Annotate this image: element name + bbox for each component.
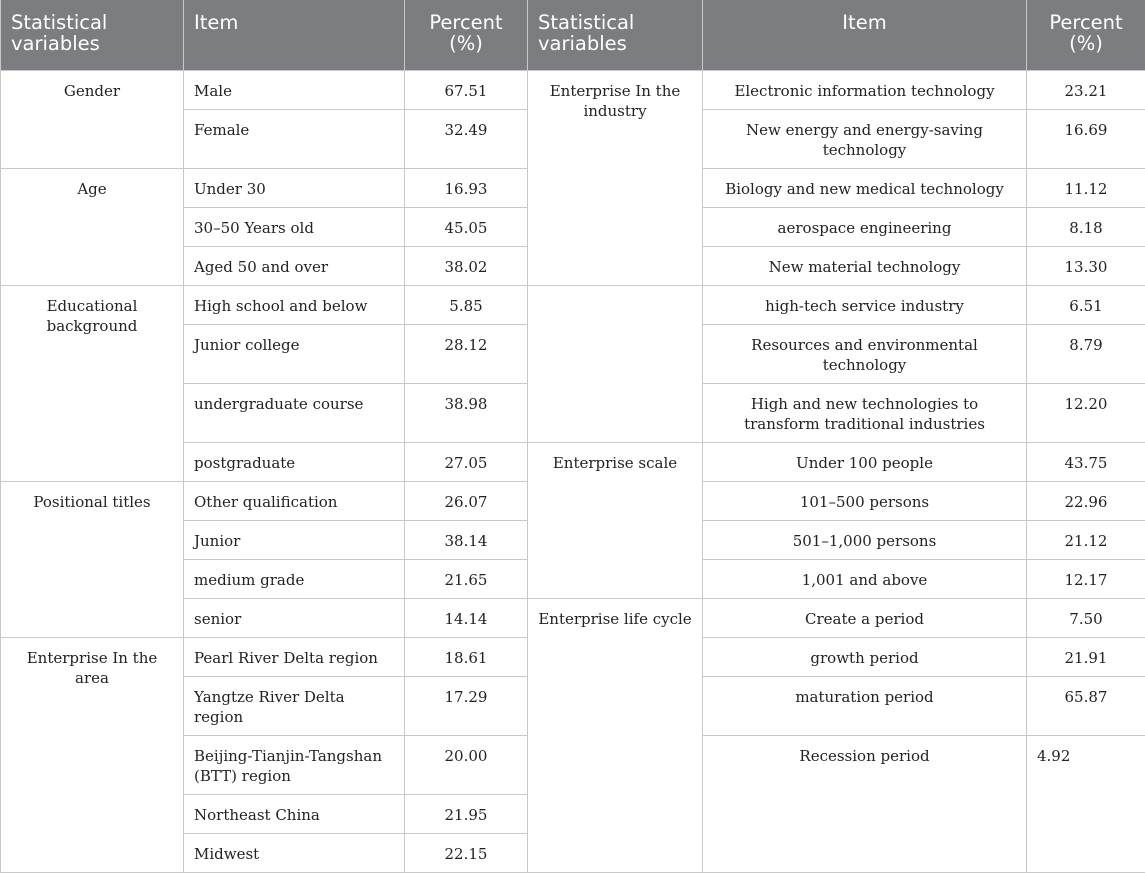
item-cell: 101–500 persons — [703, 481, 1027, 520]
percent-cell: 22.96 — [1027, 481, 1145, 520]
percent-cell: 5.85 — [405, 285, 528, 324]
item-cell: growth period — [703, 637, 1027, 676]
percent-cell: 6.51 — [1027, 285, 1145, 324]
percent-cell: 17.29 — [405, 676, 528, 735]
percent-cell: 20.00 — [405, 735, 528, 794]
item-cell: Midwest — [184, 833, 405, 872]
item-cell: undergraduate course — [184, 383, 405, 442]
item-cell: Female — [184, 109, 405, 168]
header-statistical-variables-right: Statistical variables — [528, 0, 703, 70]
variable-education: Educational background — [1, 285, 184, 481]
item-cell: New material technology — [703, 246, 1027, 285]
percent-cell: 26.07 — [405, 481, 528, 520]
percent-cell: 43.75 — [1027, 442, 1145, 481]
item-cell: high-tech service industry — [703, 285, 1027, 324]
percent-cell: 45.05 — [405, 207, 528, 246]
item-cell: Recession period — [703, 735, 1027, 872]
item-cell: Aged 50 and over — [184, 246, 405, 285]
percent-cell: 8.18 — [1027, 207, 1145, 246]
item-cell: Under 100 people — [703, 442, 1027, 481]
variable-titles: Positional titles — [1, 481, 184, 637]
item-cell: 501–1,000 persons — [703, 520, 1027, 559]
variable-area: Enterprise In the area — [1, 637, 184, 872]
percent-cell: 21.65 — [405, 559, 528, 598]
table-row — [1, 70, 1145, 109]
item-cell: senior — [184, 598, 405, 637]
percent-cell: 16.69 — [1027, 109, 1145, 168]
percent-cell: 12.20 — [1027, 383, 1145, 442]
item-cell: Biology and new medical technology — [703, 168, 1027, 207]
variable-lifecycle: Enterprise life cycle — [528, 598, 703, 872]
header-row — [1, 0, 1145, 70]
item-cell: Junior college — [184, 324, 405, 383]
variable-industry-continued — [528, 285, 703, 442]
percent-cell: 21.95 — [405, 794, 528, 833]
item-cell: 1,001 and above — [703, 559, 1027, 598]
variable-age: Age — [1, 168, 184, 285]
variable-industry: Enterprise In the industry — [528, 70, 703, 285]
header-statistical-variables: Statistical variables — [1, 0, 184, 70]
percent-cell: 11.12 — [1027, 168, 1145, 207]
item-cell: Male — [184, 70, 405, 109]
item-cell: Northeast China — [184, 794, 405, 833]
percent-cell: 13.30 — [1027, 246, 1145, 285]
percent-cell: 38.02 — [405, 246, 528, 285]
item-cell: Yangtze River Delta region — [184, 676, 405, 735]
variable-gender: Gender — [1, 70, 184, 168]
percent-cell: 8.79 — [1027, 324, 1145, 383]
item-cell: High school and below — [184, 285, 405, 324]
item-cell: aerospace engineering — [703, 207, 1027, 246]
variable-scale: Enterprise scale — [528, 442, 703, 598]
percent-cell: 38.98 — [405, 383, 528, 442]
item-cell: 30–50 Years old — [184, 207, 405, 246]
item-cell: Other qualification — [184, 481, 405, 520]
header-item-right: Item — [703, 0, 1027, 70]
percent-cell: 32.49 — [405, 109, 528, 168]
percent-cell: 18.61 — [405, 637, 528, 676]
header-percent-right: Percent (%) — [1027, 0, 1145, 70]
item-cell: Create a period — [703, 598, 1027, 637]
percent-cell: 67.51 — [405, 70, 528, 109]
item-cell: medium grade — [184, 559, 405, 598]
item-cell: Under 30 — [184, 168, 405, 207]
item-cell: Beijing-Tianjin-Tangshan (BTT) region — [184, 735, 405, 794]
percent-cell: 65.87 — [1027, 676, 1145, 735]
item-cell: Resources and environmental technology — [703, 324, 1027, 383]
percent-cell: 7.50 — [1027, 598, 1145, 637]
item-cell: New energy and energy-saving technology — [703, 109, 1027, 168]
percent-cell: 27.05 — [405, 442, 528, 481]
item-cell: maturation period — [703, 676, 1027, 735]
header-item: Item — [184, 0, 405, 70]
item-cell: High and new technologies to transform traditional industries — [703, 383, 1027, 442]
header-percent: Percent (%) — [405, 0, 528, 70]
percent-cell: 4.92 — [1027, 735, 1145, 872]
percent-cell: 21.91 — [1027, 637, 1145, 676]
percent-cell: 28.12 — [405, 324, 528, 383]
table-row — [1, 285, 1145, 324]
percent-cell: 38.14 — [405, 520, 528, 559]
percent-cell: 14.14 — [405, 598, 528, 637]
item-cell: Pearl River Delta region — [184, 637, 405, 676]
percent-cell: 16.93 — [405, 168, 528, 207]
item-cell: Electronic information technology — [703, 70, 1027, 109]
percent-cell: 22.15 — [405, 833, 528, 872]
item-cell: Junior — [184, 520, 405, 559]
item-cell: postgraduate — [184, 442, 405, 481]
percent-cell: 21.12 — [1027, 520, 1145, 559]
percent-cell: 23.21 — [1027, 70, 1145, 109]
percent-cell: 12.17 — [1027, 559, 1145, 598]
